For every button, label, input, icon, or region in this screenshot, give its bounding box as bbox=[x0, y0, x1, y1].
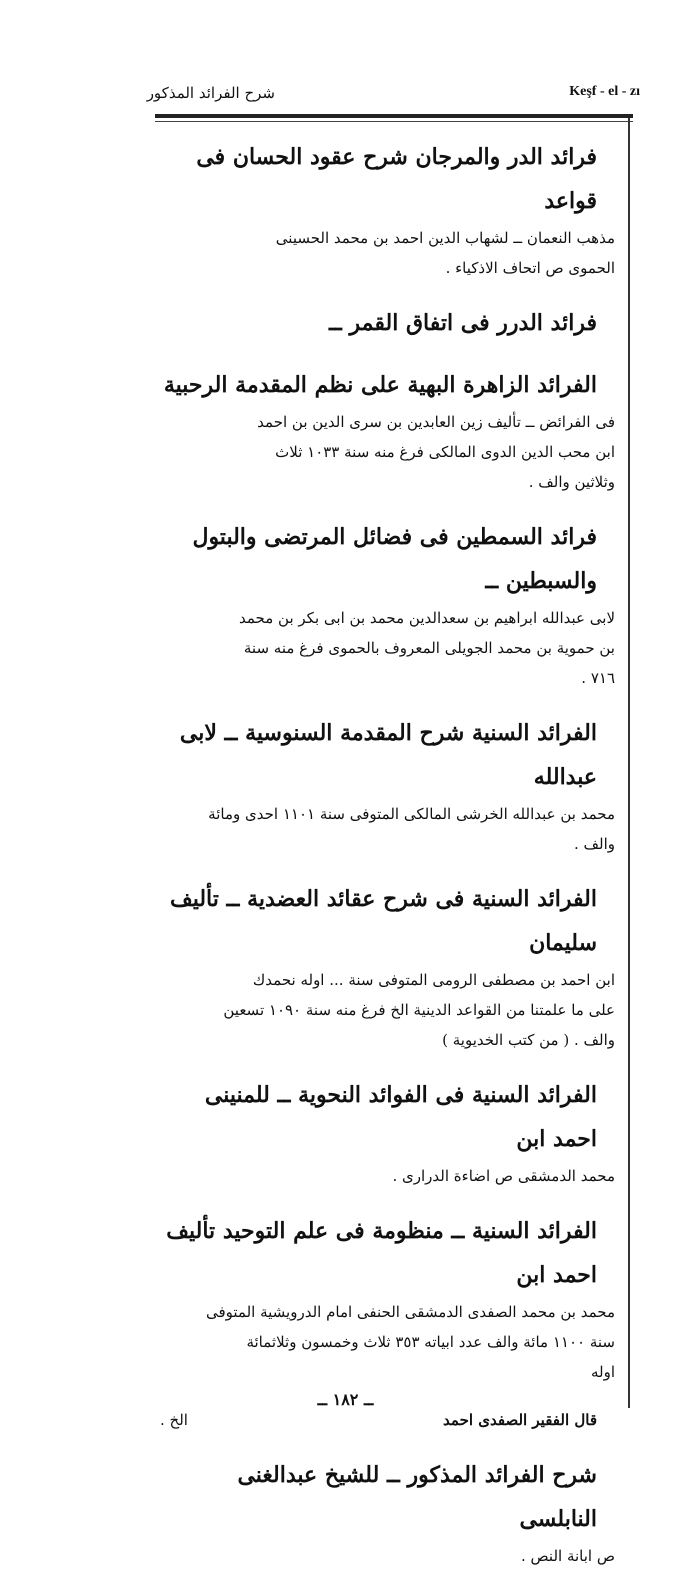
bibliography-entry bbox=[160, 135, 615, 283]
entry-line: اوله bbox=[590, 1363, 615, 1381]
margin-rule bbox=[628, 118, 630, 1408]
entry-title: الفرائد السنية فى شرح عقائد العضدية ــ تأليف سليمان bbox=[169, 886, 597, 956]
entry-title: فرائد الدر والمرجان شرح عقود الحسان فى قواعد bbox=[196, 144, 597, 214]
header-rule-thick bbox=[155, 114, 633, 118]
running-header-latin: Keşf - el - zı bbox=[569, 84, 640, 99]
entry-line: وثلاثين والف . bbox=[528, 473, 615, 491]
incipit-part: قال الفقير الصفدى احمد bbox=[443, 1411, 597, 1429]
entry-line: مذهب النعمان ــ لشهاب الدين احمد بن محمد الحسينى bbox=[275, 229, 615, 247]
entry-line: لابى عبدالله ابراهيم بن سعدالدين محمد بن ابى بكر بن محمد bbox=[239, 609, 615, 627]
entry-line: ابن احمد بن مصطفى الرومى المتوفى سنة ... اوله نحمدك bbox=[252, 971, 615, 989]
page-header bbox=[146, 80, 640, 110]
entries-list bbox=[160, 135, 615, 1589]
bibliography-entry bbox=[160, 1209, 615, 1387]
bibliography-entry bbox=[160, 877, 615, 1055]
entry-line: ٧١٦ . bbox=[581, 669, 615, 687]
bibliography-entry bbox=[160, 1453, 615, 1571]
entry-line: على ما علمتنا من القواعد الدينية الخ فرغ منه سنة ١٠٩٠ تسعين bbox=[223, 1001, 615, 1019]
entry-line: والف . bbox=[573, 835, 615, 853]
entry-line: والف . ( من كتب الخديوية ) bbox=[442, 1031, 615, 1049]
entry-line: بن حموية بن محمد الجويلى المعروف بالحموى فرغ منه سنة bbox=[243, 639, 615, 657]
entry-title: فرائد السمطين فى فضائل المرتضى والبتول والسبطين ــ bbox=[192, 524, 597, 594]
entry-title: شرح الفرائد المذكور ــ للشيخ عبدالغنى النابلسى bbox=[237, 1462, 597, 1532]
bibliography-entry bbox=[160, 1405, 615, 1435]
bibliography-entry bbox=[160, 515, 615, 693]
bibliography-entry bbox=[160, 711, 615, 859]
bibliography-entry bbox=[160, 301, 615, 345]
running-title: شرح الفرائد المذكور bbox=[146, 84, 275, 102]
entry-line: محمد بن عبدالله الخرشى المالكى المتوفى سنة ١١٠١ احدى ومائة bbox=[208, 805, 615, 823]
header-rule-thin bbox=[155, 121, 633, 122]
entry-title: الفرائد السنية فى الفوائد النحوية ــ للمنينى احمد ابن bbox=[204, 1082, 597, 1152]
entry-line: محمد الدمشقى ص اضاءة الدرارى . bbox=[392, 1167, 615, 1185]
entry-line: فى الفرائض ــ تأليف زين العابدين بن سرى الدين بن احمد bbox=[257, 413, 615, 431]
entry-line: سنة ١١٠٠ مائة والف عدد ابياته ٣٥٣ ثلاث وخمسون وثلاثمائة bbox=[246, 1333, 615, 1351]
incipit-part: الخ . bbox=[160, 1411, 188, 1429]
entry-title: فرائد الدرر فى اتفاق القمر ــ bbox=[328, 310, 597, 336]
entry-line: ابن محب الدين الدوى المالكى فرغ منه سنة ١٠٣٣ ثلاث bbox=[275, 443, 615, 461]
quoted-incipit bbox=[160, 1405, 615, 1435]
bibliography-entry bbox=[160, 363, 615, 497]
page-number: ــ ١٨٢ ــ bbox=[317, 1390, 374, 1409]
entry-line: محمد بن محمد الصفدى الدمشقى الحنفى امام الدرويشية المتوفى bbox=[205, 1303, 615, 1321]
entry-title: الفرائد السنية شرح المقدمة السنوسية ــ لابى عبدالله bbox=[179, 720, 597, 790]
entry-line: الحموى ص اتحاف الاذكياء . bbox=[445, 259, 615, 277]
entry-title: الفرائد الزاهرة البهية على نظم المقدمة الرحبية bbox=[163, 372, 597, 398]
bibliography-entry bbox=[160, 1073, 615, 1191]
entry-line: ص ابانة النص . bbox=[521, 1547, 615, 1565]
entry-title: الفرائد السنية ــ منظومة فى علم التوحيد تأليف احمد ابن bbox=[166, 1218, 597, 1288]
